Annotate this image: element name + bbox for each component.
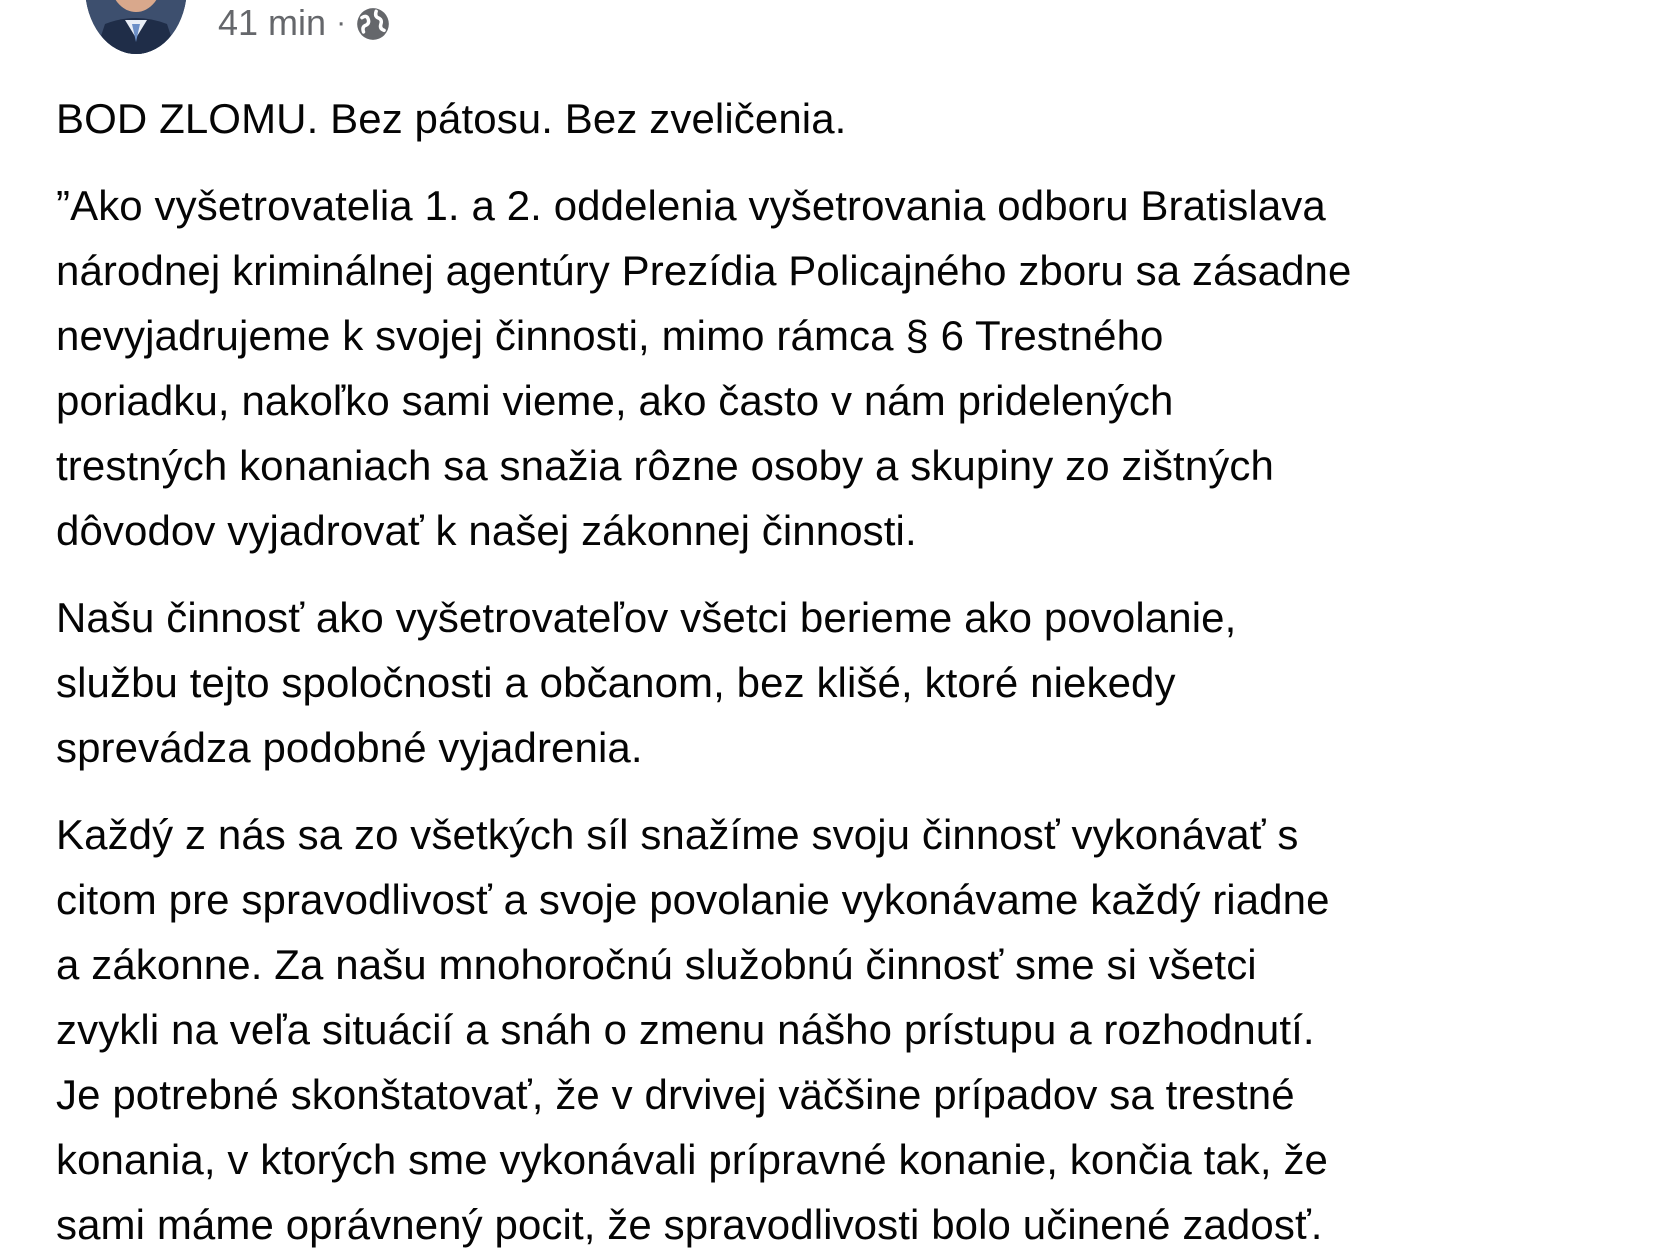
meta-separator: ·: [336, 6, 347, 39]
avatar[interactable]: [85, 0, 187, 54]
post-timestamp[interactable]: 41 min: [218, 2, 327, 43]
post-paragraph: Našu činnosť ako vyšetrovateľov všetci berieme ako povolanie, službu tejto spoločnosti a občanom, bez klišé, ktoré niekedy sprevádza podobné vyjadrenia.: [56, 594, 1237, 771]
post-paragraph: Každý z nás sa zo všetkých síl snažíme svoju činnosť vykonávať s citom pre spravodlivosť a svoje povolanie vykonávame každý riadne a zákonne. Za našu mnohoročnú služobnú činnosť sme si všetci zvykli na veľa situácií a snáh o zmenu nášho prístupu a rozhodnutí. Je potrebné skonštatovať, že v drvivej väčšine prípadov sa trestné konania, v ktorých sme vykonávali prípravné konanie, končia tak, že sami máme oprávnený pocit, že spravodlivosti bolo učinené zadosť.: [56, 811, 1330, 1248]
avatar-photo: [85, 0, 187, 54]
post-text: [56, 86, 1656, 1260]
post-paragraph: ”Ako vyšetrovatelia 1. a 2. oddelenia vyšetrovania odboru Bratislava národnej kriminálnej agentúry Prezídia Policajného zboru sa zásadne nevyjadrujeme k svojej činnosti, mimo rámca § 6 Trestného poriadku, nakoľko sami vieme, ako často v nám pridelených trestných konaniach sa snažia rôzne osoby a skupiny zo zištných dôvodov vyjadrovať k našej zákonnej činnosti.: [56, 182, 1352, 554]
post-meta: [218, 0, 392, 46]
globe-icon[interactable]: [354, 5, 392, 43]
post-paragraph: BOD ZLOMU. Bez pátosu. Bez zveličenia.: [56, 95, 847, 142]
post-header: [0, 0, 1680, 60]
